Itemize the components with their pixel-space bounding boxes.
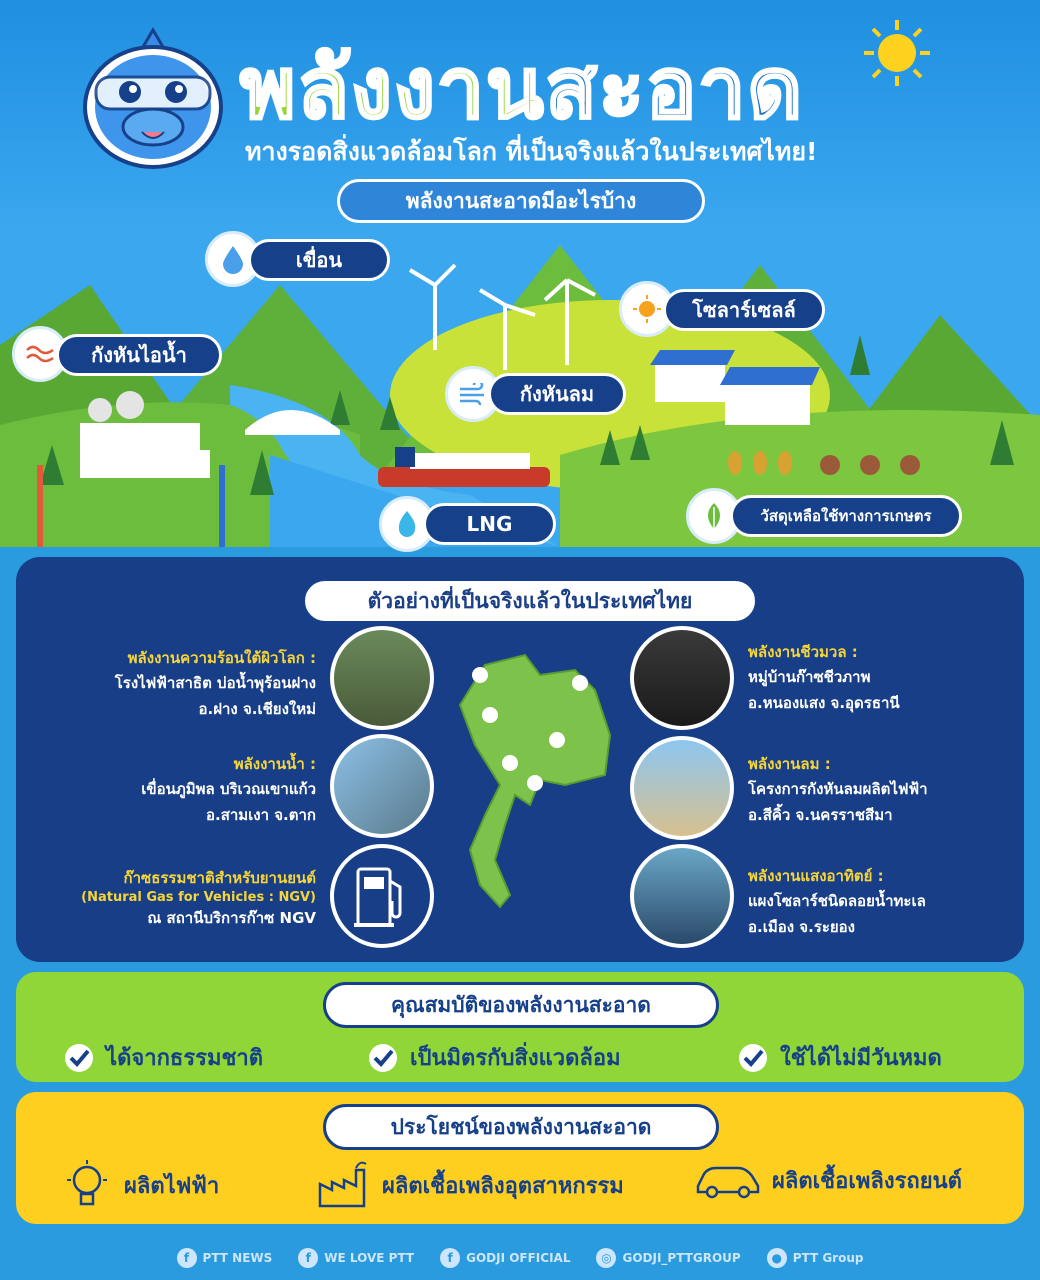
photo-biogas [630, 626, 734, 730]
properties-title: คุณสมบัติของพลังงานสะอาด [323, 982, 719, 1028]
example-geothermal: พลังงานความร้อนใต้ผิวโลก : โรงไฟฟ้าสาธิต บ่อน้ำพุร้อนฝาง อ.ฝาง จ.เชียงใหม่ [114, 649, 316, 718]
benefits-title: ประโยชน์ของพลังงานสะอาด [323, 1104, 719, 1150]
footer-social-links [0, 1236, 1040, 1280]
facebook-icon: f [440, 1248, 460, 1268]
label-solar: โซลาร์เซลล์ [663, 289, 825, 331]
label-dam: เขื่อน [248, 239, 390, 281]
facebook-icon: f [298, 1248, 318, 1268]
property-natural: ได้จากธรรมชาติ [64, 1040, 263, 1075]
example-wind: พลังงานลม : โครงการกังหันลมผลิตไฟฟ้า อ.สีคิ้ว จ.นครราชสีมา [748, 755, 928, 824]
examples-title: ตัวอย่างที่เป็นจริงแล้วในประเทศไทย [302, 578, 758, 624]
facebook-ptt-news[interactable]: f PTT NEWS [177, 1248, 273, 1268]
check-icon [64, 1043, 94, 1073]
subtitle: ทางรอดสิ่งแวดล้อมโลก ที่เป็นจริงแล้วในประเทศไทย! [245, 137, 818, 166]
thailand-map [445, 645, 625, 915]
what-is-heading: พลังงานสะอาดมีอะไรบ้าง [337, 179, 705, 223]
photo-geothermal [330, 626, 434, 730]
example-hydro: พลังงานน้ำ : เขื่อนภูมิพล บริเวณเขาแก้ว อ.สามเงา จ.ตาก [141, 755, 316, 824]
facebook-we-love-ptt[interactable]: f WE LOVE PTT [298, 1248, 414, 1268]
photo-floating-solar [630, 844, 734, 948]
facebook-godji-official[interactable]: f GODJI OFFICIAL [440, 1248, 570, 1268]
car-icon [694, 1160, 762, 1200]
example-ngv: ก๊าซธรรมชาติสำหรับยานยนต์ (Natural Gas for Vehicles : NGV) ณ สถานีบริการก๊าซ NGV [81, 869, 316, 927]
instagram-godji[interactable]: ◎ GODJI_PTTGROUP [596, 1248, 740, 1268]
ngv-pump-icon [330, 844, 434, 948]
line-ptt-group[interactable]: ● PTT Group [767, 1248, 864, 1268]
label-wind: กังหันลม [488, 373, 626, 415]
label-agri-waste: วัสดุเหลือใช้ทางการเกษตร [730, 495, 962, 537]
benefit-electricity: ผลิตไฟฟ้า [62, 1160, 219, 1210]
sun-icon [862, 18, 932, 88]
example-biomass: พลังงานชีวมวล : หมู่บ้านก๊าซชีวภาพ อ.หนองแสง จ.อุดรธานี [748, 643, 900, 712]
label-steam-turbine: กังหันไอน้ำ [56, 334, 222, 376]
example-solar: พลังงานแสงอาทิตย์ : แผงโซลาร์ชนิดลอยน้ำทะเล อ.เมือง จ.ระยอง [748, 867, 926, 936]
property-renewable: ใช้ได้ไม่มีวันหมด [738, 1040, 942, 1075]
instagram-icon: ◎ [596, 1248, 616, 1268]
property-eco-friendly: เป็นมิตรกับสิ่งแวดล้อม [368, 1040, 621, 1075]
benefit-industrial-fuel: ผลิตเชื้อเพลิงอุตสาหกรรม [316, 1160, 624, 1210]
photo-dam [330, 734, 434, 838]
photo-wind-farm [630, 736, 734, 840]
label-lng: LNG [423, 503, 556, 545]
line-icon: ● [767, 1248, 787, 1268]
check-icon [368, 1043, 398, 1073]
benefit-car-fuel: ผลิตเชื้อเพลิงรถยนต์ [694, 1160, 962, 1200]
factory-icon [316, 1160, 372, 1210]
lightbulb-icon [62, 1160, 112, 1210]
mascot-logo [78, 22, 228, 172]
check-icon [738, 1043, 768, 1073]
facebook-icon: f [177, 1248, 197, 1268]
page-title: พลังงานสะอาด [240, 39, 805, 137]
